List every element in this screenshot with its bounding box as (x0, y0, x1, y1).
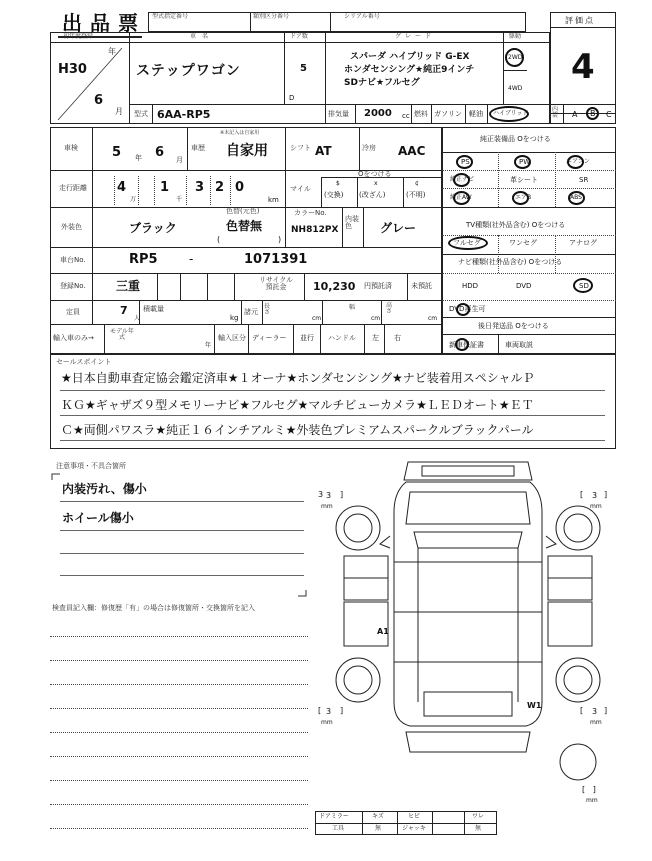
tread-spare-mm: mm (586, 797, 598, 804)
import-type-label: 輸入区分 (218, 334, 246, 342)
car-name: ステップワゴン (136, 63, 241, 79)
mileage-sen-unit: 千 (176, 196, 183, 203)
recycle-unit: 円預託済 (364, 282, 392, 290)
fuel-label: 燃料 (414, 110, 428, 118)
model-no-label: 型式指定番号 (152, 13, 189, 20)
interior-b: B (590, 109, 596, 118)
maru-note: Oをつける (358, 170, 392, 178)
mileage-km: km (268, 196, 279, 204)
exterior-value: ブラック (129, 221, 177, 235)
damage-w1: W1 (527, 701, 542, 710)
dim-hgt-label: 高さ (386, 302, 393, 315)
mileage-label: 走行距離 (59, 184, 87, 192)
nav-hdd: HDD (462, 282, 479, 290)
sales-line-1: ★日本自動車査定協会鑑定済車★１オーナ★ホンダセンシング★ナビ装着用スペシャルＰ (61, 371, 535, 385)
dim-hgt-cm: cm (428, 315, 438, 322)
history-label: 車歴 (191, 144, 205, 152)
tread-fr-val: 3 (592, 491, 598, 500)
interior-label: 内装 (552, 106, 559, 119)
drive-label: 駆動 (509, 33, 522, 40)
tread-fr-mm: mm (590, 503, 602, 510)
unknown-label: (不明) (406, 191, 426, 199)
insp-month: 6 (155, 145, 165, 160)
car-diagram (310, 452, 630, 812)
load-label: 積載量 (143, 305, 164, 313)
inspector-label: 検査員記入欄：修復歴「有」の場合は修復箇所・交換箇所を記入 (52, 604, 255, 612)
handle-right: 右 (394, 334, 401, 342)
tread-rr-val: 3 (592, 707, 598, 716)
inspection-label: 車検 (64, 144, 78, 152)
page-title: 出品票 (62, 11, 146, 35)
after-manual: 車両取説 (505, 341, 533, 349)
nav-title: ナビ種類(社外品含む) Oをつける (458, 258, 563, 266)
handle-label: ハンドル (328, 334, 356, 342)
swap-label: (交換) (324, 191, 344, 199)
equip-aw: 純正AW (450, 194, 472, 201)
first-reg-label: 初年度登録 (63, 33, 94, 40)
tread-rl-mm: mm (321, 719, 333, 726)
equip-airbag: エアB (515, 194, 532, 201)
model-year-unit: 年 (205, 342, 212, 349)
mile-label: マイル (290, 185, 311, 193)
fuel-gasoline: ガソリン (434, 110, 462, 118)
recycle-value: 10,230 (313, 280, 356, 293)
sales-label: セールスポイント (56, 358, 112, 366)
notes-label: 注意事項・不具合箇所 (56, 462, 126, 470)
grade-line-2: ホンダセンシング★純正9インチ (344, 65, 475, 75)
after-warranty: 新車保証書 (449, 341, 484, 349)
displacement-value: 2000 (364, 108, 392, 119)
chassis-label: 車台No. (60, 256, 86, 264)
dim-wid-label: 幅 (349, 304, 356, 311)
insp-year: 5 (112, 145, 122, 160)
equip-pw: PW (519, 158, 531, 166)
equip-ac: エアコン (566, 158, 590, 165)
mileage-man-unit: 万 (130, 196, 137, 203)
capacity-value: 7 (120, 304, 128, 317)
tools-label: 工具 (332, 825, 345, 832)
after-title: 後日発送品 Oをつける (478, 322, 549, 330)
mileage-d2: 2 (215, 180, 225, 195)
ac-label: 冷房 (362, 144, 376, 152)
notes-line-2: ホイール傷小 (62, 511, 134, 525)
class-no-label: 類別区分番号 (253, 13, 290, 20)
model-year-label: モデル年式 (110, 328, 134, 341)
color-swap: 色替無 (226, 219, 263, 233)
door-unit: D (289, 94, 295, 102)
dims-label: 諸元 (244, 308, 258, 316)
int-color-label: 内装色 (345, 215, 359, 230)
tools-scratch: キズ (372, 813, 384, 820)
tread-rl-val: 3 (326, 707, 332, 716)
swap-sym: $ (336, 180, 340, 187)
ac-value: AAC (398, 144, 426, 158)
grade-line-3: SDナビ★フルセグ (344, 78, 420, 88)
tools-mirror: ドアミラー (319, 813, 349, 820)
plate-label: 登録No. (60, 282, 86, 290)
chassis-prefix: RP5 (129, 252, 158, 267)
sales-line-2: ＫＧ★ギャザズ９型メモリーナビ★フルセグ★マルチビューカメラ★ＬＥＤオート★ＥＴ (61, 398, 534, 412)
car-name-label: 車 名 (190, 33, 209, 40)
dim-len-label: 長さ (264, 303, 271, 316)
mileage-sen: 1 (160, 180, 170, 195)
mileage-d3: 0 (235, 180, 245, 195)
chassis-no: 1071391 (244, 252, 308, 267)
damage-a1: A1 (377, 627, 389, 636)
nav-sd: SD (579, 282, 589, 290)
first-reg-era: H30 (58, 62, 87, 77)
tread-fl-mm: mm (321, 503, 333, 510)
doors-label: ドア数 (290, 33, 308, 40)
insp-month-unit: 月 (176, 156, 183, 164)
first-reg-month-unit: 月 (115, 107, 123, 116)
displacement-label: 排気量 (328, 110, 349, 118)
serial-label: シリアル番号 (344, 13, 380, 20)
tools-crack: ヒビ (408, 813, 421, 820)
shift-label: シフト (290, 144, 311, 152)
equip-title: 純正装備品 Oをつける (480, 135, 551, 143)
import-parallel: 並行 (300, 334, 314, 342)
color-no-label: カラーNo. (294, 209, 327, 217)
tv-title: TV種類(社外品含む) Oをつける (466, 221, 566, 229)
mod-sym: x (374, 180, 378, 187)
model-value: 6AA-RP5 (157, 108, 211, 121)
notes-line-1: 内装汚れ、傷小 (62, 482, 147, 496)
first-reg-month: 6 (94, 93, 104, 108)
model-label: 型式 (134, 110, 148, 118)
recycle-label: リサイクル預託金 (258, 276, 294, 291)
insp-year-unit: 年 (135, 154, 142, 162)
drive-4wd: 4WD (508, 85, 523, 92)
grade-line-1: スパーダ ハイブリッド G-EX (350, 52, 470, 62)
equip-ps: PS (461, 158, 470, 166)
import-dealer: ディーラー (252, 334, 287, 342)
fuel-hybrid: ハイブリッド (493, 110, 529, 117)
mileage-d1: 3 (195, 180, 205, 195)
interior-a: A (572, 110, 578, 119)
tools-none-2: 無 (475, 825, 482, 832)
tv-analog: アナログ (569, 239, 597, 247)
tread-rr-mm: mm (590, 719, 602, 726)
dvd-playback: DVD再生可 (449, 305, 486, 313)
mod-label: (改ざん) (359, 191, 386, 199)
shift-value: AT (315, 144, 332, 158)
capacity-label: 定員 (66, 308, 80, 316)
recycle-status: 未預託 (411, 282, 432, 290)
tools-none-1: 無 (375, 825, 382, 832)
tools-break: ワレ (472, 813, 485, 820)
nav-dvd: DVD (516, 282, 532, 290)
score-value: 4 (571, 47, 595, 87)
sales-line-3: Ｃ★両側パワスラ★純正１６インチアルミ★外装色プレミアムスパークルブラックパール (61, 423, 534, 437)
import-label: 輸入車のみ→ (53, 334, 94, 342)
capacity-unit: 人 (134, 315, 141, 322)
plate-value: 三重 (116, 279, 141, 293)
mileage-man: 4 (117, 180, 127, 195)
int-color-value: グレー (380, 221, 417, 235)
doors-value: 5 (300, 63, 307, 74)
equip-navi: 純正ナビ (450, 176, 475, 183)
handle-left: 左 (372, 334, 379, 342)
drive-2wd: 2WD (508, 54, 523, 61)
equip-abs: ABS (570, 194, 582, 201)
dim-wid-cm: cm (371, 315, 381, 322)
first-reg-year-unit: 年 (108, 47, 116, 56)
unknown-sym: ¢ (415, 180, 419, 187)
chassis-dash: - (189, 252, 194, 266)
tv-oneseg: ワンセグ (509, 239, 537, 247)
fuel-diesel: 軽油 (469, 110, 483, 118)
dim-len-cm: cm (312, 315, 322, 322)
exterior-label: 外装色 (61, 223, 82, 231)
history-value: 自家用 (226, 143, 268, 159)
tv-fullseg: フルセグ (453, 239, 481, 247)
orig-color-label: 色替(元色) (226, 207, 260, 215)
interior-c: C (606, 110, 612, 119)
equip-sr: SR (579, 176, 589, 184)
equip-leather: 革シート (510, 176, 538, 184)
tread-fl-val: 3 (326, 491, 332, 500)
history-note: ※未記入は自家用 (220, 130, 260, 136)
grade-label: グレード (395, 33, 436, 40)
load-kg: kg (230, 314, 239, 322)
cc-unit: cc (402, 112, 410, 120)
color-no: NH812PX (291, 225, 339, 235)
tools-jack: ジャッキ (402, 825, 426, 832)
score-label: 評価点 (565, 16, 595, 25)
tread-front-left: 3 (318, 490, 324, 499)
